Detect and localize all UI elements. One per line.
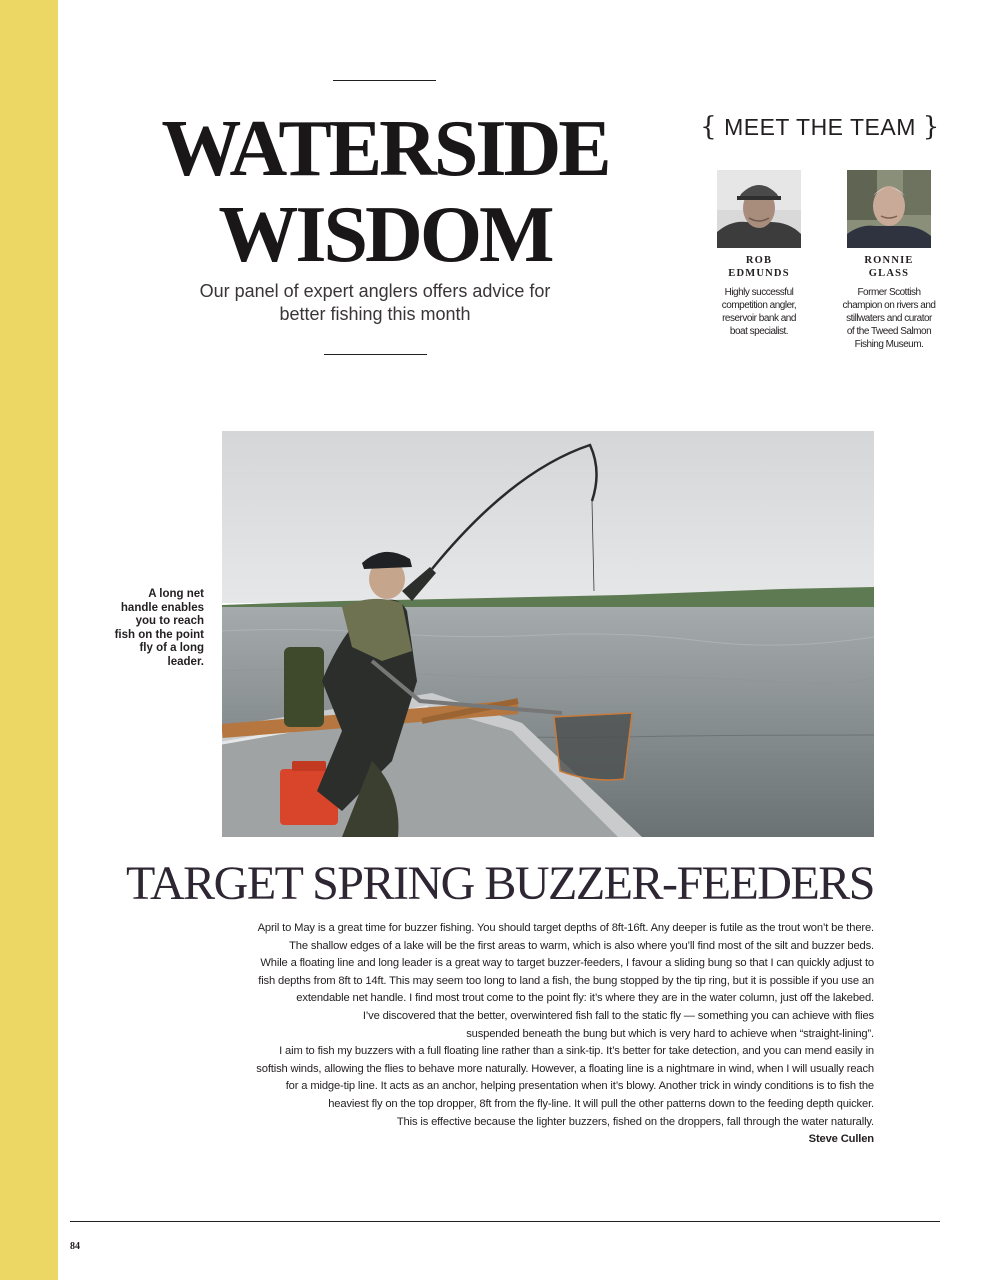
title-bottom-rule	[324, 354, 427, 355]
footer-rule	[70, 1221, 940, 1222]
member-desc-line: competition angler,	[721, 300, 797, 311]
caption-line: leader.	[167, 655, 204, 668]
body-line: softish winds, allowing the flies to behave more naturally. However, a floating line is a nightmare in wind, when I will usually reach	[256, 1062, 874, 1075]
page-title	[120, 106, 650, 278]
team-member-ronnie	[824, 170, 954, 351]
member-desc-line: Former Scottish	[857, 287, 921, 298]
member-description	[694, 286, 824, 338]
title-top-rule	[333, 80, 436, 81]
member-first-name: ROB	[745, 255, 773, 266]
title-line-2: WISDOM	[218, 191, 552, 279]
article-body	[160, 920, 874, 1149]
ronnie-glass-portrait	[847, 170, 931, 248]
member-last-name: GLASS	[868, 268, 910, 279]
caption-line: you to reach	[135, 615, 204, 627]
body-line: for a midge-tip line. It acts as an anchor, helping presentation when it’s blowy. Another trick in windy conditions is to fish the	[285, 1080, 874, 1093]
caption-line: A long net	[148, 588, 204, 600]
team-member-rob	[694, 170, 824, 338]
article-byline: Steve Cullen	[808, 1133, 874, 1146]
body-line: I’ve discovered that the better, overwintered fish fall to the static fly — something you can achieve with flies	[362, 1009, 874, 1022]
member-desc-line: Highly successful	[724, 287, 794, 298]
member-first-name: RONNIE	[864, 255, 914, 266]
member-desc-line: reservoir bank and	[722, 313, 796, 324]
member-name	[824, 254, 954, 280]
body-line: fish depths from 8ft to 14ft. This may seem too long to land a fish, the bung stopped by the tip ring, but it is possible if you use an	[258, 974, 874, 987]
article-headline: TARGET SPRING BUZZER-FEEDERS	[126, 857, 874, 910]
brace-close: }	[922, 112, 940, 142]
body-line: heaviest fly on the top dropper, 8ft from the fly-line. It will pull the other patterns down to the feeding depth quicker.	[328, 1097, 874, 1110]
caption-line: fly of a long	[139, 642, 204, 654]
caption-line: handle enables	[120, 601, 204, 614]
photo-caption	[96, 588, 204, 669]
brace-open: {	[700, 112, 718, 142]
member-last-name: EDMUNDS	[728, 268, 790, 279]
body-line: I aim to fish my buzzers with a full floating line rather than a sink-tip. It’s better for take detection, and you can mend easily in	[279, 1045, 874, 1058]
page-edge-stripe	[0, 0, 58, 1280]
meet-the-team-label: MEET THE TEAM	[724, 114, 916, 140]
subtitle-line-2: better fishing this month	[279, 304, 471, 324]
meet-the-team-heading	[700, 112, 940, 142]
angler-in-boat-photo	[222, 431, 874, 837]
rob-edmunds-portrait	[717, 170, 801, 248]
member-desc-line: of the Tweed Salmon	[846, 326, 932, 337]
body-line: suspended beneath the bung but which is very hard to achieve when “straight-lining”.	[466, 1027, 874, 1040]
caption-line: fish on the point	[114, 628, 204, 641]
page-subtitle	[150, 280, 600, 326]
member-desc-line: champion on rivers and	[842, 300, 936, 311]
subtitle-line-1: Our panel of expert anglers offers advice for	[199, 281, 551, 301]
body-line: April to May is a great time for buzzer fishing. You should target depths of 8ft-16ft. Any deeper is futile as the trout won’t be there.	[257, 922, 874, 934]
body-line: While a floating line and long leader is a great way to target buzzer-feeders, I favour a sliding bung so that I can quickly adjust to	[260, 957, 874, 970]
body-line: extendable net handle. I find most trout come to the point fly: it’s where they are in the water column, just off the lakebed.	[296, 992, 874, 1005]
member-description	[824, 286, 954, 351]
member-desc-line: Fishing Museum.	[854, 339, 924, 350]
body-line: The shallow edges of a lake will be the first areas to warm, which is also where you’ll find most of the silt and buzzer beds.	[289, 939, 874, 952]
title-line-1: WATERSIDE	[161, 105, 609, 193]
member-desc-line: stillwaters and curator	[846, 313, 932, 324]
member-name	[694, 254, 824, 280]
body-line: This is effective because the lighter buzzers, fished on the droppers, fall through the water naturally.	[396, 1115, 874, 1128]
page-number: 84	[70, 1241, 80, 1252]
member-desc-line: boat specialist.	[729, 326, 789, 337]
